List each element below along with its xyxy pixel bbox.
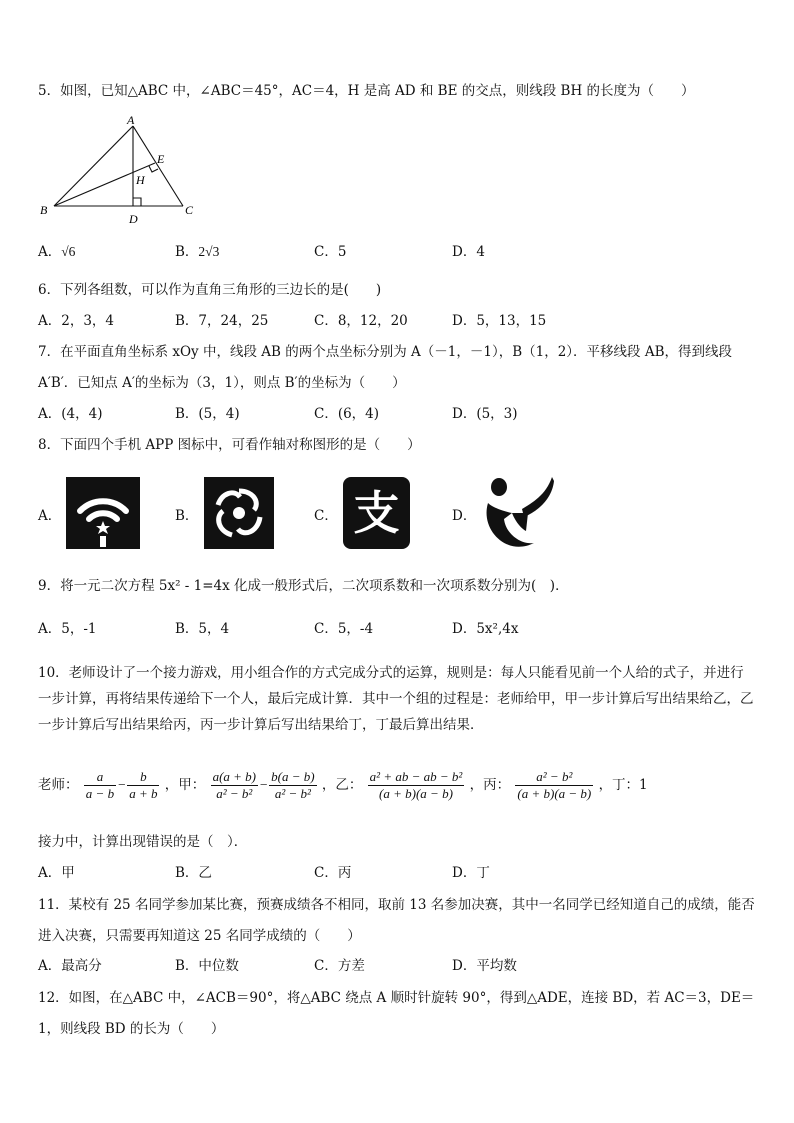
- alipay-icon[interactable]: [343, 477, 410, 549]
- swirl-icon[interactable]: [204, 477, 274, 549]
- q10-question: 接力中，计算出现错误的是（ ）．: [38, 834, 248, 850]
- q10-teacher-label: 老师：: [38, 777, 79, 793]
- q10-jia-frac1: $\frac{a(a + b)}{\text{a² − b²}}$: [212, 769, 257, 801]
- q9-option-b[interactable]: B．5，4: [175, 621, 230, 637]
- q8-option-d-letter[interactable]: D．: [452, 508, 477, 524]
- q10-teacher-frac1: $\frac{a}{a - b}$: [85, 769, 115, 801]
- q5-option-c[interactable]: C．5: [314, 244, 347, 260]
- label-h: H: [136, 173, 145, 187]
- q7-option-b[interactable]: B．(5，4): [175, 406, 240, 422]
- label-e: E: [157, 152, 165, 166]
- q10-option-a[interactable]: A．甲: [38, 865, 75, 881]
- q7-stem-line2: A′B′．已知点 A′的坐标为（3，1），则点 B′的坐标为（ ）: [38, 375, 406, 391]
- q8-option-b-letter[interactable]: B．: [175, 508, 199, 524]
- label-a: A: [127, 113, 135, 127]
- q9-option-c[interactable]: C．5，-4: [314, 621, 374, 637]
- q8-option-a-letter[interactable]: A．: [38, 508, 62, 524]
- q6-option-d[interactable]: D．5，13，15: [452, 313, 547, 329]
- q6-stem: 6．下列各组数，可以作为直角三角形的三边长的是( ): [38, 282, 382, 298]
- wifi-icon[interactable]: [66, 477, 140, 549]
- q10-relay-expressions: 老师： $\frac{a}{a - b}$ − $\frac{b}{a + b}$ ，甲： $\frac{a(a + b)}{\text{a² − b²}}$ − $\frac{b(a - b)}{\text{a² − b²}}$ ，乙： $\frac{\text{a² + ab − ab − b²}}{(a + b)(a - b)}$ ，丙： $\frac{\text{a² − b²}}{(a + b)(a - b)}$ ，丁：1: [38, 769, 648, 801]
- q11-option-c[interactable]: C．方差: [314, 958, 365, 974]
- q11-options: [38, 957, 758, 975]
- q7-option-a[interactable]: A．(4，4): [38, 406, 103, 422]
- q8-stem: 8．下面四个手机 APP 图标中，可看作轴对称图形的是（ ）: [38, 437, 421, 453]
- q5-option-d[interactable]: D．4: [452, 244, 485, 260]
- q5-triangle-figure: [36, 112, 206, 230]
- q10-yi-label: ，乙：: [321, 777, 363, 793]
- q6-option-a[interactable]: A．2，3，4: [38, 313, 115, 329]
- q6-option-b[interactable]: B．7，24，25: [175, 313, 269, 329]
- q10-option-d[interactable]: D．丁: [452, 865, 490, 881]
- q9-options: [38, 620, 758, 638]
- q7-option-d[interactable]: D．(5，3): [452, 406, 518, 422]
- q5-options: [38, 243, 758, 261]
- q10-options: [38, 864, 758, 882]
- q10-yi-frac: $\frac{\text{a² + ab − ab − b²}}{(a + b)(a - b)}$: [369, 769, 463, 801]
- q10-jia-label: ，甲：: [164, 777, 206, 793]
- alipay-glyph: 支: [353, 486, 400, 540]
- q10-jia-frac2: $\frac{b(a - b)}{\text{a² − b²}}$: [271, 769, 315, 801]
- q11-option-a[interactable]: A．最高分: [38, 958, 102, 974]
- q5-stem: 5．如图，已知△ABC 中，∠ABC＝45°，AC＝4，H 是高 AD 和 BE 的交点，则线段 BH 的长度为（ ）: [38, 83, 695, 99]
- q11-stem: 11．某校有 25 名同学参加某比赛，预赛成绩各不相同，取前 13 名参加决赛，其中一名同学已经知道自己的成绩，能否进入决赛，只需要再知道这 25 名同学成绩的（ ）: [38, 897, 755, 944]
- q5-option-b[interactable]: B．2√3: [175, 244, 220, 260]
- label-b: B: [40, 203, 48, 217]
- q6-option-c[interactable]: C．8，12，20: [314, 313, 408, 329]
- q10-option-b[interactable]: B．乙: [175, 865, 212, 881]
- q10-option-c[interactable]: C．丙: [314, 865, 352, 881]
- q7-stem-line1: 7．在平面直角坐标系 xOy 中，线段 AB 的两个点坐标分别为 A（－1，－1），B（1，2）．平移线段 AB，得到线段: [38, 344, 733, 360]
- q9-option-d[interactable]: D．5x²,4x: [452, 621, 519, 637]
- q5-option-a[interactable]: A．√6: [38, 244, 76, 260]
- q10-stem: 10．老师设计了一个接力游戏，用小组合作的方式完成分式的运算，规则是：每人只能看见前一个人给的式子，并进行一步计算，再将结果传递给下一个人，最后完成计算．其中一个组的过程是：老师给甲，甲一步计算后写出结果给乙，乙一步计算后写出结果给丙，丙一步计算后写出结果给丁，丁最后算出结果．: [38, 665, 754, 733]
- q9-option-a[interactable]: A．5，-1: [38, 621, 97, 637]
- q7-options: [38, 405, 758, 423]
- q11-option-b[interactable]: B．中位数: [175, 958, 239, 974]
- q8-option-c-letter[interactable]: C．: [314, 508, 338, 524]
- q10-bing-label: ，丙：: [469, 777, 511, 793]
- q10-bing-frac: $\frac{\text{a² − b²}}{(a + b)(a - b)}$: [517, 769, 592, 801]
- q12-stem: 12．如图，在△ABC 中，∠ACB＝90°，将△ABC 绕点 A 顺时针旋转 90°，得到△ADE，连接 BD，若 AC＝3，DE＝1，则线段 BD 的长为（ ）: [38, 990, 755, 1037]
- q7-option-c[interactable]: C．(6，4): [314, 406, 380, 422]
- label-d: D: [129, 212, 138, 226]
- q6-options: [38, 312, 758, 330]
- q10-teacher-frac2: $\frac{b}{a + b}$: [129, 769, 158, 801]
- q9-stem: 9．将一元二次方程 5x² - 1=4x 化成一般形式后，二次项系数和一次项系数分别为( )．: [38, 578, 569, 594]
- q11-option-d[interactable]: D．平均数: [452, 958, 517, 974]
- q10-ding-label: ，丁：1: [598, 777, 648, 793]
- label-c: C: [185, 203, 194, 217]
- figure-icon[interactable]: [482, 473, 558, 553]
